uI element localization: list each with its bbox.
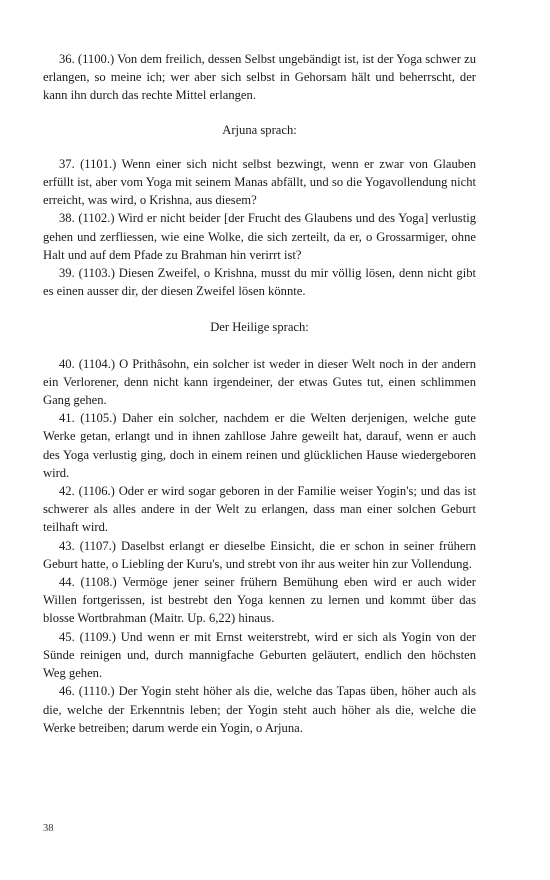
verse-46: 46. (1110.) Der Yogin steht höher als die, welche das Tapas üben, höher auch als die, welche der Erkenntnis leben; der Yogin steht auch höher als die, welche die Werke betreiben; darum werde ein Yogin, o Arjuna.: [43, 684, 476, 735]
verse-39: 39. (1103.) Diesen Zweifel, o Krishna, musst du mir völlig lösen, denn nicht gibt es einen ausser dir, der diesen Zweifel lösen könnte.: [43, 266, 476, 299]
verse-37: 37. (1101.) Wenn einer sich nicht selbst bezwingt, wenn er zwar von Glauben erfüllt ist, aber vom Yoga mit seinem Manas abfällt, und so die Yogavollendung nicht erreicht, was wird, o Krishna, aus diesem?: [43, 156, 476, 208]
verse-38: 38. (1102.) Wird er nicht beider [der Frucht des Glaubens und des Yoga] verlustig gehen und zerfliessen, wie eine Wolke, die sich zerteilt, da er, o Grossarmiger, ohne Halt und auf dem Pfade zu Brahman hin verirrt ist?: [43, 211, 476, 262]
verse-42: 42. (1106.) Oder er wird sogar geboren in der Familie weiser Yogin's; und das ist schwerer als alles andere in der Welt zu erlangen, dass man einer solchen Geburt teilhaft wird.: [43, 484, 476, 535]
verse-41: 41. (1105.) Daher ein solcher, nachdem er die Welten derjenigen, welche gute Werke getan, erlangt und in ihnen zahllose Jahre geweilt hat, darauf, wenn er auch des Yoga verlustig ging, doch in einem reinen und glücklichen Hause wiedergeboren wird.: [43, 411, 476, 480]
verse-44: 44. (1108.) Vermöge jener seiner frühern Bemühung eben wird er auch wider Willen fortgerissen, ist bestrebt den Yoga kennen zu lernen und kommt über das blosse Wortbrahman (Maitr. Up. 6,22) hinaus.: [43, 575, 476, 626]
page-number: 38: [43, 823, 54, 834]
speaker-heading-arjuna: Arjuna sprach:: [222, 122, 297, 137]
page-body: [43, 50, 476, 737]
verse-40: 40. (1104.) O Prithâsohn, ein solcher ist weder in dieser Welt noch in der andern ein Verlorener, denn nicht kann irgendeiner, der etwas Gutes tut, einen schlimmen Gang gehen.: [43, 356, 476, 408]
verse-45: 45. (1109.) Und wenn er mit Ernst weiterstrebt, wird er sich als Yogin von der Sünde reinigen und, durch mannigfache Geburten geläutert, endlich den höchsten Weg gehen.: [43, 629, 476, 681]
verse-43: 43. (1107.) Daselbst erlangt er dieselbe Einsicht, die er schon in seiner frühern Geburt hatte, o Liebling der Kuru's, und strebt von ihr aus weiter hin zur Vollendung.: [43, 538, 476, 571]
speaker-heading-holy-one: Der Heilige sprach:: [210, 320, 309, 335]
verse-36: 36. (1100.) Von dem freilich, dessen Selbst ungebändigt ist, ist der Yoga schwer zu erlangen, so meine ich; wer aber sich selbst in Gehorsam hält und beherrscht, der kann ihn durch das rechte Mittel erlangen.: [43, 52, 476, 103]
